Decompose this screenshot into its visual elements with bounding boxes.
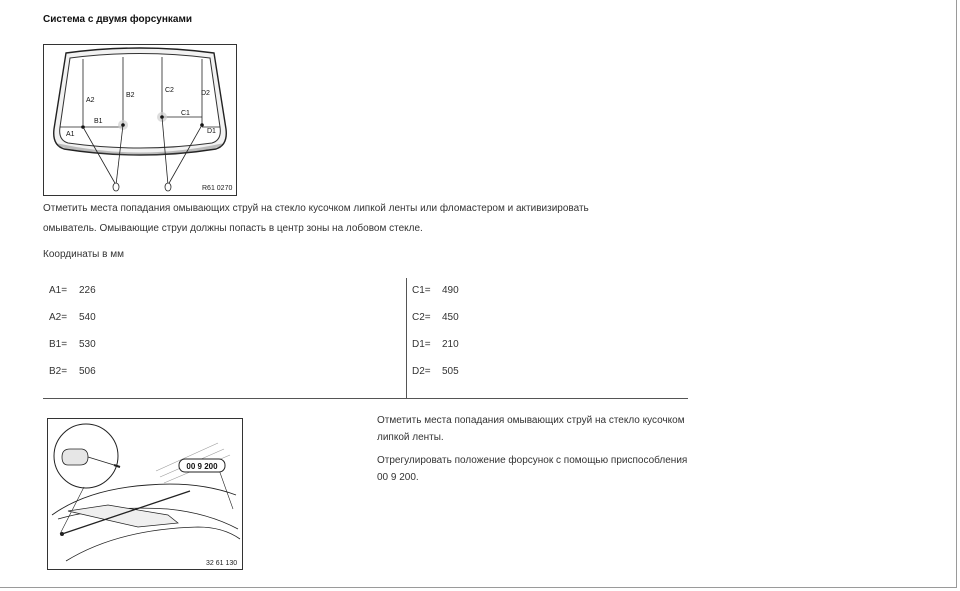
coord-a2: A2= 540 [49, 312, 96, 323]
coord-d1: D1= 210 [412, 339, 459, 350]
windshield-diagram [44, 45, 236, 195]
column-divider [406, 278, 407, 399]
label-d2: D2 [201, 90, 210, 97]
coord-d2: D2= 505 [412, 366, 459, 377]
label-d1: D1 [207, 128, 216, 135]
right-p1-line1: Отметить места попадания омывающих струй на стекло кусочком [377, 415, 685, 426]
section-title: Система с двумя форсунками [43, 14, 192, 25]
nozzle-adjust-figure [47, 418, 243, 570]
label-b2: B2 [126, 92, 135, 99]
right-p2-line1: Отрегулировать положение форсунок с помощью приспособления [377, 455, 688, 466]
instruction-line-2: омыватель. Омывающие струи должны попасть в центр зоны на лобовом стекле. [43, 223, 423, 234]
tool-tag: 00 9 200 [186, 462, 218, 471]
right-p1-line2: липкой ленты. [377, 432, 444, 443]
figure-code: R61 0270 [202, 185, 233, 192]
label-a1: A1 [66, 131, 75, 138]
windshield-figure [43, 44, 237, 196]
label-c1: C1 [181, 110, 190, 117]
label-c2: C2 [165, 87, 174, 94]
coord-c2: C2= 450 [412, 312, 459, 323]
coord-a1: A1= 226 [49, 285, 96, 296]
figure2-code: 32 61 130 [206, 560, 238, 567]
coord-b2: B2= 506 [49, 366, 96, 377]
instruction-line-1: Отметить места попадания омывающих струй на стекло кусочком липкой ленты или фломастером и активизировать [43, 203, 589, 214]
right-p2-line2: 00 9 200. [377, 472, 419, 483]
nozzle-adjust-diagram [48, 419, 242, 569]
coord-b1: B1= 530 [49, 339, 96, 350]
coordinates-table [43, 278, 688, 399]
label-b1: B1 [94, 118, 103, 125]
coordinates-heading: Координаты в мм [43, 249, 124, 260]
coord-c1: C1= 490 [412, 285, 459, 296]
label-a2: A2 [86, 97, 95, 104]
